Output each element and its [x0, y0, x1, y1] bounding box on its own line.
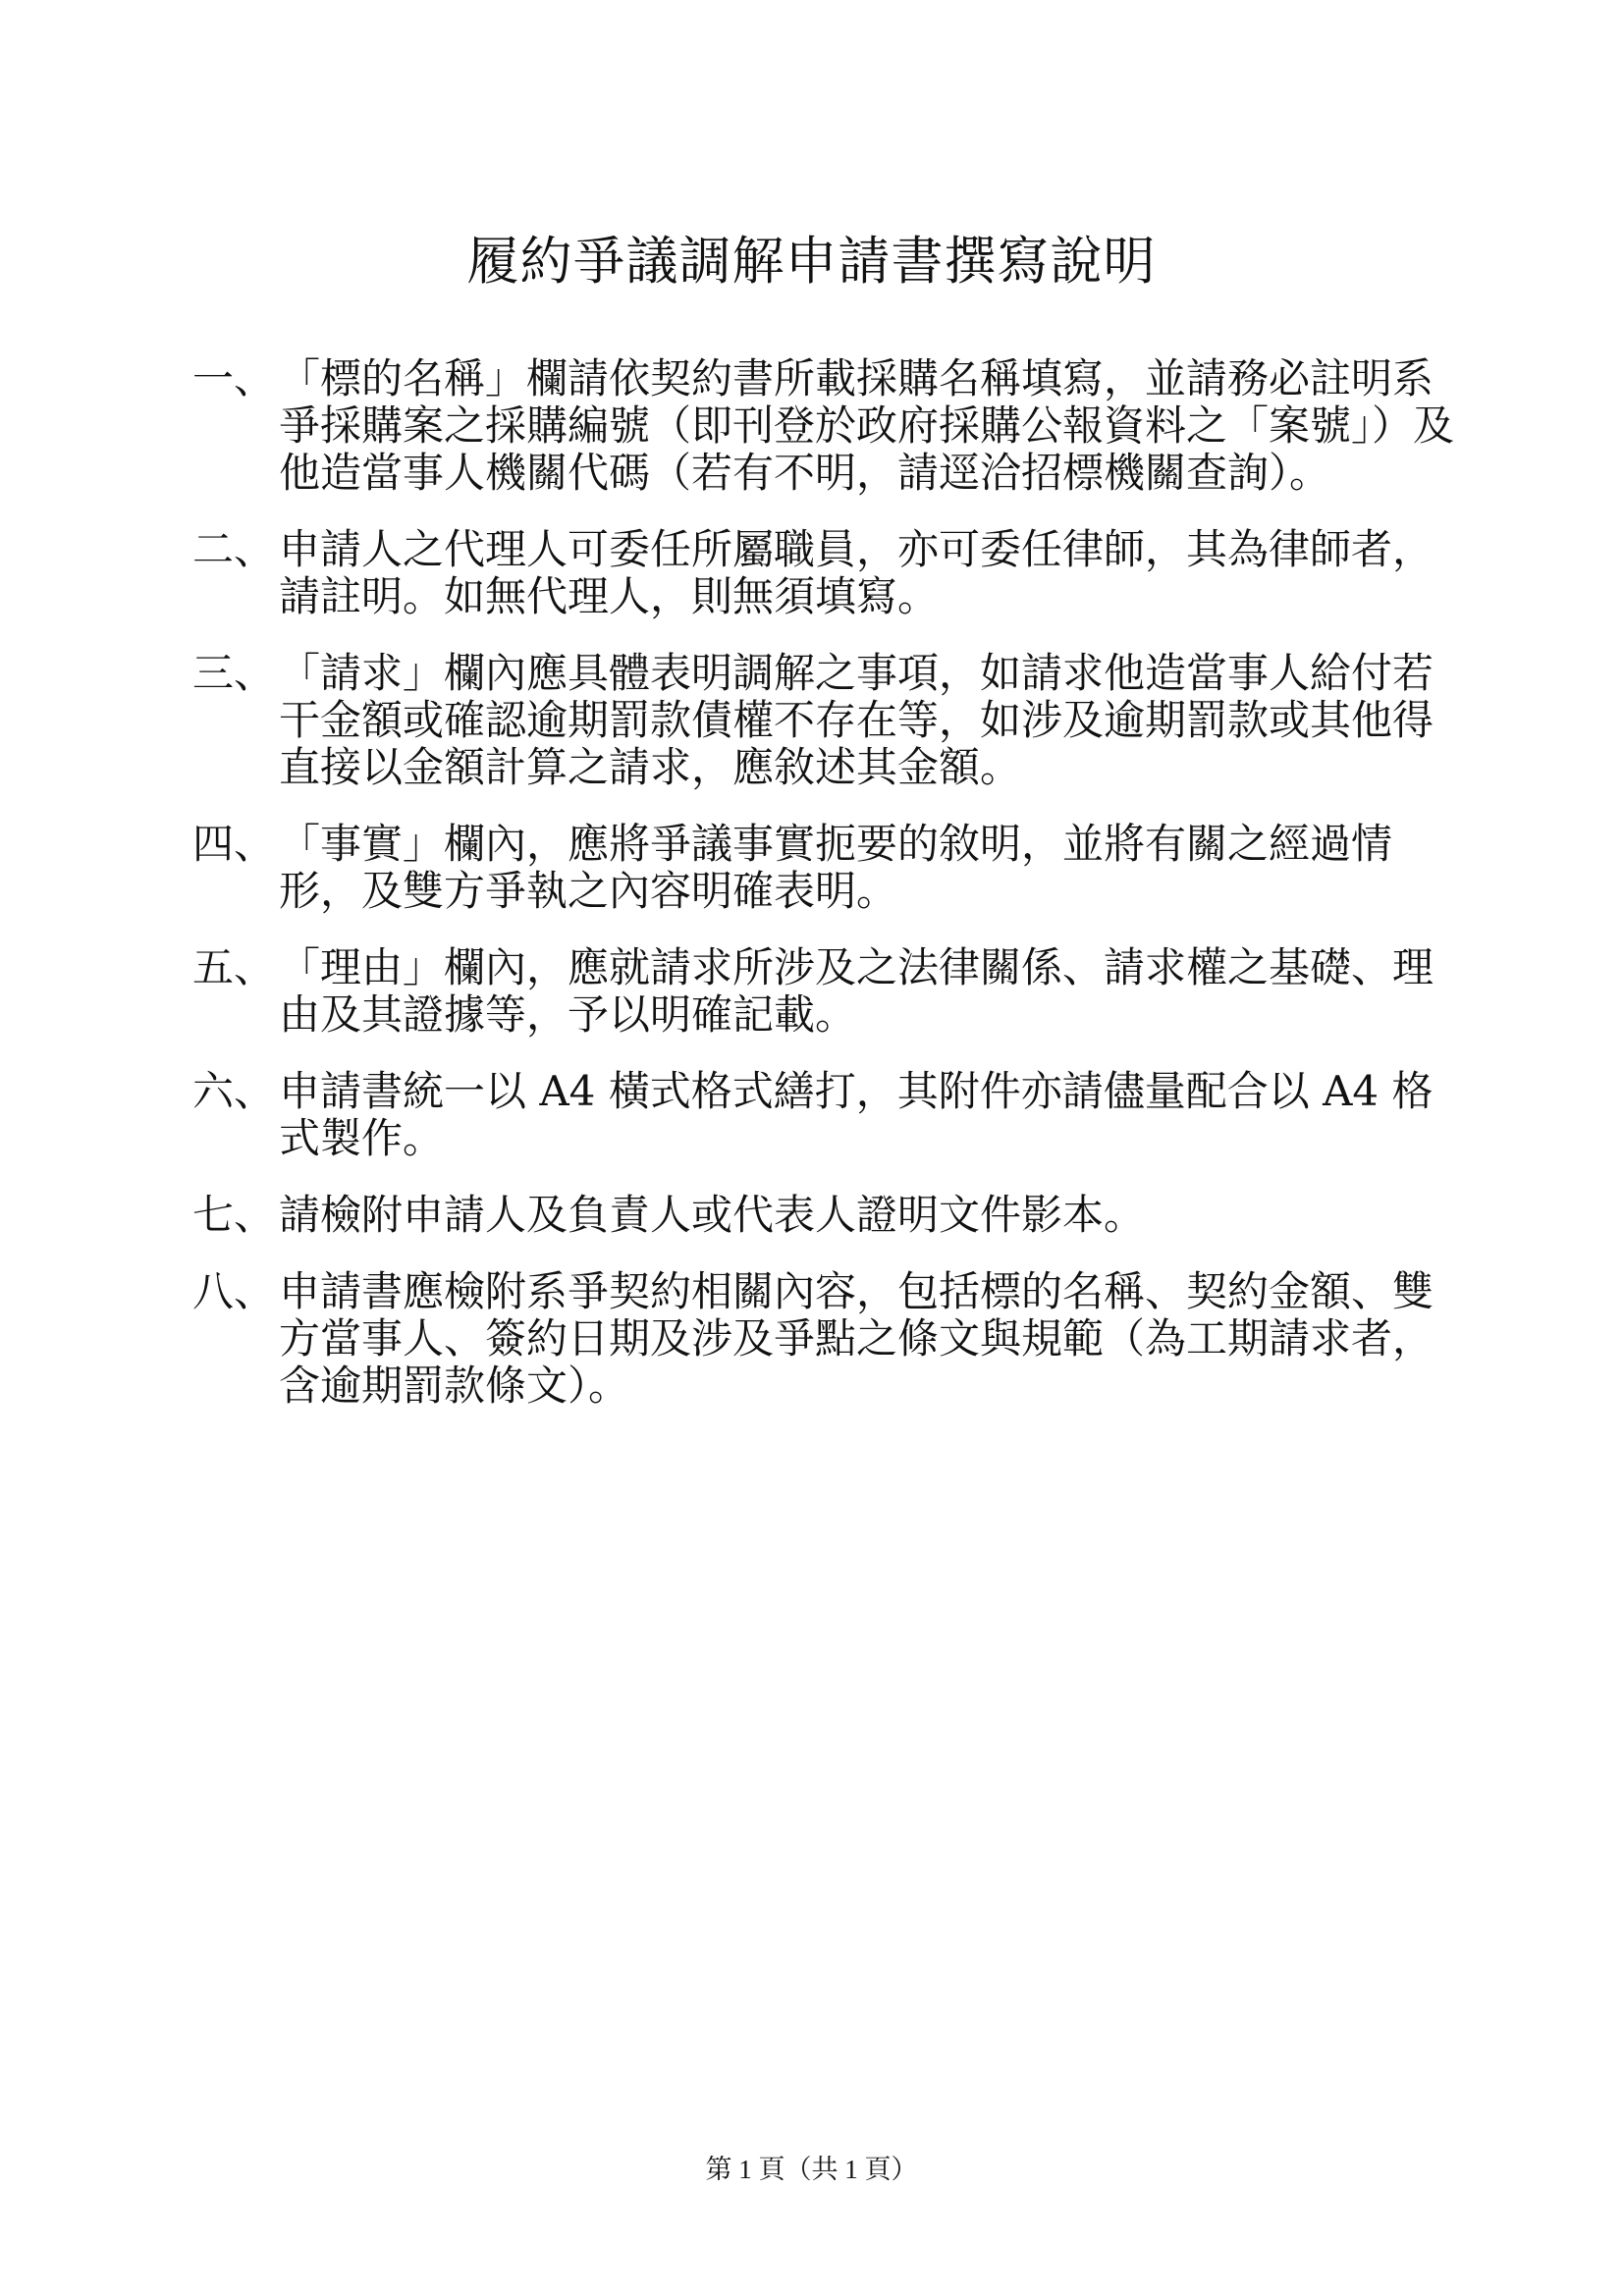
item-text: 申請人之代理人可委任所屬職員，亦可委任律師，其為律師者，請註明。如無代理人，則無須填寫。: [279, 525, 1434, 620]
instruction-item-2: [192, 526, 1459, 620]
item-text: 「理由」欄內，應就請求所涉及之法律關係、請求權之基礎、理由及其證據等，予以明確記載。: [279, 943, 1434, 1039]
instruction-item-1: [192, 355, 1459, 497]
item-marker: 六、: [192, 1067, 276, 1115]
item-marker: 七、: [192, 1191, 276, 1239]
instruction-list: [192, 355, 1459, 1439]
item-text: 申請書統一以 A4 橫式格式繕打，其附件亦請儘量配合以 A4 格式製作。: [279, 1067, 1434, 1162]
page-number-footer: 第 1 頁（共 1 頁）: [705, 2155, 918, 2184]
item-marker: 二、: [192, 525, 276, 573]
item-text: 「標的名稱」欄請依契約書所載採購名稱填寫，並請務必註明系爭採購案之採購編號（即刊登於政府採購公報資料之「案號」）及他造當事人機關代碼（若有不明，請逕洽招標機關查詢）。: [279, 354, 1455, 497]
item-marker: 八、: [192, 1267, 276, 1315]
item-marker: 一、: [192, 354, 276, 402]
item-marker: 四、: [192, 820, 276, 868]
item-text: 「請求」欄內應具體表明調解之事項，如請求他造當事人給付若干金額或確認逾期罰款債權不存在等，如涉及逾期罰款或其他得直接以金額計算之請求，應敘述其金額。: [279, 649, 1434, 791]
instruction-item-5: [192, 944, 1459, 1039]
instruction-item-7: [192, 1192, 1459, 1239]
item-text: 申請書應檢附系爭契約相關內容，包括標的名稱、契約金額、雙方當事人、簽約日期及涉及爭點之條文與規範（為工期請求者，含逾期罰款條文）。: [279, 1267, 1434, 1410]
item-marker: 五、: [192, 943, 276, 991]
instruction-item-6: [192, 1068, 1459, 1162]
instruction-item-3: [192, 650, 1459, 791]
item-marker: 三、: [192, 649, 276, 697]
item-text: 「事實」欄內，應將爭議事實扼要的敘明，並將有關之經過情形，及雙方爭執之內容明確表明。: [279, 820, 1393, 915]
instruction-item-4: [192, 821, 1459, 915]
document-title: 履約爭議調解申請書撰寫說明: [466, 232, 1157, 292]
item-text: 請檢附申請人及負責人或代表人證明文件影本。: [279, 1191, 1146, 1239]
instruction-item-8: [192, 1268, 1459, 1410]
